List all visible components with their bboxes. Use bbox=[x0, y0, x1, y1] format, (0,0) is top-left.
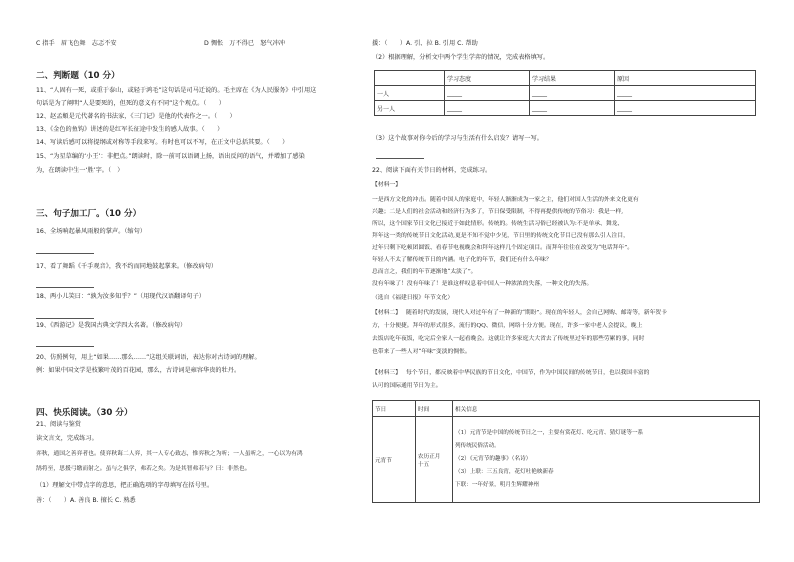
material2-label: 【材料二】 bbox=[372, 310, 401, 316]
sentence-20-example: 例：如果中国文学是枝繁叶茂的百花园，那么，古诗词是雍容华贵的牡丹。 bbox=[36, 367, 241, 374]
q10-option-d: D 惆怅 万不得已 怒气冲冲 bbox=[204, 40, 285, 47]
table-header: 原因 bbox=[615, 71, 756, 86]
judge-line: 13、《金色的鱼钩》讲述的是红军长征途中发生的感人故事。（ ） bbox=[36, 126, 224, 133]
judge-line: 11、“人固有一死，或重于泰山，或轻于鸿毛”这句话是司马迁说的。毛主席在《为人民服务》中引用这 bbox=[36, 87, 317, 94]
q21-sub2: （2）根据理解，分析文中两个学生学弈的情况，完成表格填写。 bbox=[372, 54, 550, 61]
material1-label: 【材料一】 bbox=[372, 182, 401, 188]
festival-info-line: 列传统民俗活动。 bbox=[455, 443, 500, 449]
material1-line: 总而言之，我们的年节逐渐地“太淡了”。 bbox=[372, 269, 477, 275]
table-cell[interactable]: _____ bbox=[530, 86, 615, 101]
answer-line[interactable] bbox=[376, 157, 424, 159]
table-cell[interactable]: _____ bbox=[445, 101, 530, 116]
q21-passage: 鹄将至，思援弓缴而射之。虽与之俱学，弗若之矣。为是其智弗若与？曰：非然也。 bbox=[36, 466, 251, 472]
q21-passage: 弈秋，通国之善弈者也。使弈秋诲二人弈，其一人专心致志，惟弈秋之为听；一人虽听之，一心以为有鸿 bbox=[36, 451, 303, 457]
material3-intro: 认可的国际通用节日为主。 bbox=[372, 383, 442, 389]
table-cell[interactable]: _____ bbox=[615, 86, 756, 101]
material1-line: 兴趣；二是人们的社会活动和经济行为多了，节日保受限制，不得再提供传统的节俗习：我是一样, bbox=[372, 209, 624, 215]
festival-info-line: （2）《元宵节的趣事》（名诗） bbox=[455, 456, 532, 462]
material1-line: 拜年这一类的传统节日文化活动,更是不知不觉中少见，节日里的传统文化节目已没有那么引人注目， bbox=[372, 233, 629, 239]
q22-title: 22、阅读下面有关节日的材料，完成练习。 bbox=[372, 167, 492, 174]
table-cell[interactable]: _____ bbox=[530, 101, 615, 116]
material1-line: 年轻人不太了解传统节日的内涵。电子化的年节，我们还有什么年味？ bbox=[372, 257, 552, 263]
material1-end: 没有年味了！没有年味了！是谁这样叹息着中国人一种浓浓的失落，一种文化的失落。 bbox=[372, 281, 593, 287]
judge-line: 12、赵孟頫是元代著名的书法家，《三门记》是他的代表作之一。（ ） bbox=[36, 113, 236, 120]
section2-heading: 二、判断题（10 分） bbox=[36, 71, 120, 81]
answer-line[interactable] bbox=[36, 252, 94, 254]
q21-intro: 读文言文，完成练习。 bbox=[36, 435, 98, 442]
material3-label: 【材料三】 bbox=[372, 370, 401, 376]
table-header: 时间 bbox=[416, 401, 453, 417]
material1-source: （选自《福建日报》年节文化） bbox=[372, 295, 454, 301]
festival-time-line: 农历正月 bbox=[418, 453, 441, 460]
judge-line: 14、写读后感可以将提纲或对称等手段来写。有时也可以不写，在正文中总括其要。（ ） bbox=[36, 139, 289, 146]
material2-line: 随着时代的发展，现代人对过年有了一种新的“期盼”。现在的年轻人，会自己网购、邮寄等，新年贺卡 bbox=[406, 310, 667, 316]
table-header: 学习结果 bbox=[530, 71, 615, 86]
q21-sub1-option: 善：（ ）A. 善良 B. 擅长 C. 熟悉 bbox=[36, 497, 136, 504]
table-cell[interactable]: _____ bbox=[615, 101, 756, 116]
sentence-18: 18、两小儿笑曰：“孰为汝多知乎？”（用现代汉语翻译句子） bbox=[36, 293, 205, 300]
q10-option-c: C 指手 眉飞色舞 志忑不安 bbox=[36, 40, 117, 47]
festival-name: 元宵节 bbox=[373, 417, 416, 503]
material3-intro: 每个节日，都反映着中华民族的节日文化，中国节，作为中国民间的传统节日，也以我国丰富的 bbox=[406, 370, 650, 376]
table-header: 相关信息 bbox=[453, 401, 760, 417]
judge-line: 为，在朗读中生一‘胜’字。（ ） bbox=[36, 167, 124, 174]
material2-line: 也带来了一些人对“年味”变淡的惆怅。 bbox=[372, 349, 471, 355]
section4-heading: 四、快乐阅读。（30 分） bbox=[36, 408, 133, 418]
festival-info-line: （1）元宵节是中国的传统节日之一，主要有赏花灯、吃元宵、猜灯谜等一系 bbox=[455, 430, 644, 436]
q21-sub1: （1）理解文中带点字的意思，把正确选项的字母填写在括号里。 bbox=[36, 482, 214, 489]
festival-info-line: 下联：一年好景，明月生辉耀神州 bbox=[455, 482, 539, 488]
yuan-option: 援：（ ）A. 引、拉 B. 引用 C. 帮助 bbox=[372, 40, 478, 47]
material1-line: 一是西方文化的冲击。随着中国人的家庭中，年轻人渐渐成为一家之主，他们对国人生活的外来文化更有 bbox=[372, 197, 639, 203]
sentence-16: 16、全场响起暴风雨般的掌声。（缩句） bbox=[36, 228, 146, 235]
festival-time-line: 十五 bbox=[418, 461, 430, 468]
sentence-20: 20、仿照例句，用上“如果……那么……”这组关联词语，表达你对古诗词的理解。 bbox=[36, 354, 261, 361]
festival-info bbox=[453, 417, 760, 503]
material1-line: 所以，这个国家节日文化已接近于如此情形。传统的。传统生活习俗已经被认为:不是单承、舞龙、 bbox=[372, 221, 624, 227]
table-header: 节日 bbox=[373, 401, 416, 417]
table-header: 学习态度 bbox=[445, 71, 530, 86]
festival-info-line: （3）上联：三五良宵，花灯吐艳映新春 bbox=[455, 469, 554, 475]
study-table bbox=[374, 70, 756, 116]
judge-line: 句话是为了阐明“人是要死的，但死的意义有不同”这个观点。（ ） bbox=[36, 100, 225, 107]
table-row-label: 一人 bbox=[375, 86, 445, 101]
table-row-label: 另一人 bbox=[375, 101, 445, 116]
judge-line: 15、“为星草编的‘小王’：非把点。”朗读时，除一前可以语调上扬，语出反问的语气，并增加了感染 bbox=[36, 153, 305, 160]
section3-heading: 三、句子加工厂。（10 分） bbox=[36, 209, 142, 219]
festival-table bbox=[372, 400, 760, 503]
q21-sub3: （3）这个故事对你今后的学习与生活有什么启发？请写一写。 bbox=[372, 135, 543, 142]
sentence-19: 19、《西游记》是我国古典文学四大名著。（修改病句） bbox=[36, 322, 187, 329]
material2-line: 去饭店吃年夜饭，吃完后全家人一起看晚会。这就让许多家庭大大省去了传统里过年的那些劳累的事，同时 bbox=[372, 336, 645, 342]
festival-time bbox=[416, 417, 453, 503]
answer-line[interactable] bbox=[36, 317, 94, 319]
table-header bbox=[375, 71, 445, 86]
material1-line: 过年只剩下吃顿团圆饭、看春节电视晚会和拜年这样几个固定项目。而拜年往往在改变为“电话拜年”。 bbox=[372, 245, 633, 251]
material2-line: 方，十分便捷。拜年的形式很多，流行的QQ、微信，网络十分方便。现在，许多一家中老人会提议，晚上 bbox=[372, 323, 643, 329]
sentence-17: 17、看了舞蹈《千手观音》，我不约而同地鼓起掌来。（修改病句） bbox=[36, 263, 218, 270]
table-cell[interactable]: _____ bbox=[445, 86, 530, 101]
answer-line[interactable] bbox=[36, 345, 94, 347]
answer-line[interactable] bbox=[36, 286, 94, 288]
q21-title: 21、阅读与鉴赏 bbox=[36, 421, 81, 428]
